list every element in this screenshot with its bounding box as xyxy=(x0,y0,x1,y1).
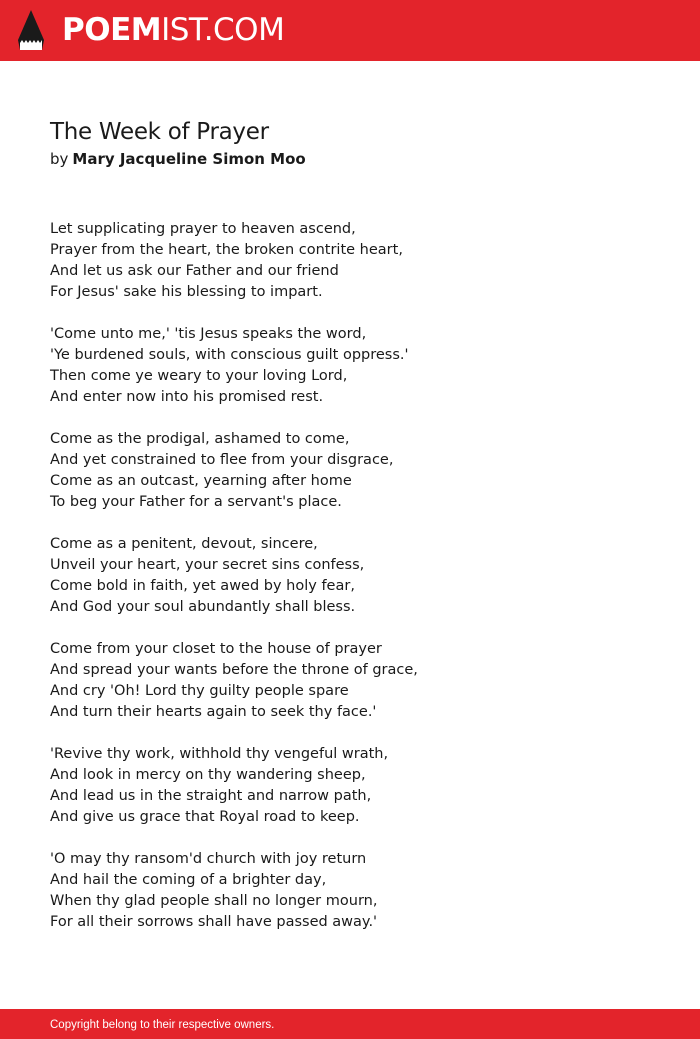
by-label: by xyxy=(50,150,69,168)
stanza xyxy=(50,744,650,828)
poem-line: 'Come unto me,' 'tis Jesus speaks the word, xyxy=(50,326,367,342)
stanza xyxy=(50,324,650,408)
poem-line: And look in mercy on thy wandering sheep, xyxy=(50,767,366,783)
logo-bold-text: POEM xyxy=(62,12,162,48)
poem-line: And God your soul abundantly shall bless. xyxy=(50,599,356,615)
poem-line: And turn their hearts again to seek thy face.' xyxy=(50,704,377,720)
poem-line: And hail the coming of a brighter day, xyxy=(50,872,327,888)
poem-content xyxy=(50,117,650,954)
poem-line: To beg your Father for a servant's place. xyxy=(50,494,342,510)
poem-line: And enter now into his promised rest. xyxy=(50,389,324,405)
poem-line: And lead us in the straight and narrow path, xyxy=(50,788,372,804)
poem-line: Come from your closet to the house of prayer xyxy=(50,641,382,657)
poem-line: Come as an outcast, yearning after home xyxy=(50,473,352,489)
stanza xyxy=(50,639,650,723)
poem-line: Come as a penitent, devout, sincere, xyxy=(50,536,318,552)
stanza xyxy=(50,219,650,303)
poem-line: 'O may thy ransom'd church with joy return xyxy=(50,851,367,867)
pencil-icon[interactable] xyxy=(18,10,44,52)
poem-line: And yet constrained to flee from your disgrace, xyxy=(50,452,394,468)
site-header xyxy=(0,0,700,61)
logo-light-text: IST.COM xyxy=(161,12,285,48)
poem-line: When thy glad people shall no longer mourn, xyxy=(50,893,378,909)
byline xyxy=(50,148,650,170)
stanza xyxy=(50,849,650,933)
poem-line: 'Revive thy work, withhold thy vengeful wrath, xyxy=(50,746,389,762)
poem-line: 'Ye burdened souls, with conscious guilt oppress.' xyxy=(50,347,409,363)
poem-line: For all their sorrows shall have passed away.' xyxy=(50,914,378,930)
poem-line: Then come ye weary to your loving Lord, xyxy=(50,368,348,384)
author-name: Mary Jacqueline Simon Moo xyxy=(72,150,306,168)
poem-line: Let supplicating prayer to heaven ascend, xyxy=(50,221,356,237)
stanza xyxy=(50,534,650,618)
site-logo[interactable] xyxy=(62,12,284,48)
copyright-text: Copyright belong to their respective owners. xyxy=(50,1019,275,1031)
poem-line: Come bold in faith, yet awed by holy fear, xyxy=(50,578,355,594)
poem-line: Prayer from the heart, the broken contrite heart, xyxy=(50,242,403,258)
site-footer xyxy=(0,1009,700,1039)
stanza xyxy=(50,429,650,513)
poem-line: And cry 'Oh! Lord thy guilty people spare xyxy=(50,683,349,699)
poem-title: The Week of Prayer xyxy=(50,119,269,145)
poem-body xyxy=(50,219,650,933)
poem-line: For Jesus' sake his blessing to impart. xyxy=(50,284,323,300)
poem-line: And let us ask our Father and our friend xyxy=(50,263,339,279)
poem-line: And give us grace that Royal road to keep. xyxy=(50,809,360,825)
poem-line: Unveil your heart, your secret sins confess, xyxy=(50,557,365,573)
poem-line: And spread your wants before the throne of grace, xyxy=(50,662,418,678)
poem-line: Come as the prodigal, ashamed to come, xyxy=(50,431,350,447)
